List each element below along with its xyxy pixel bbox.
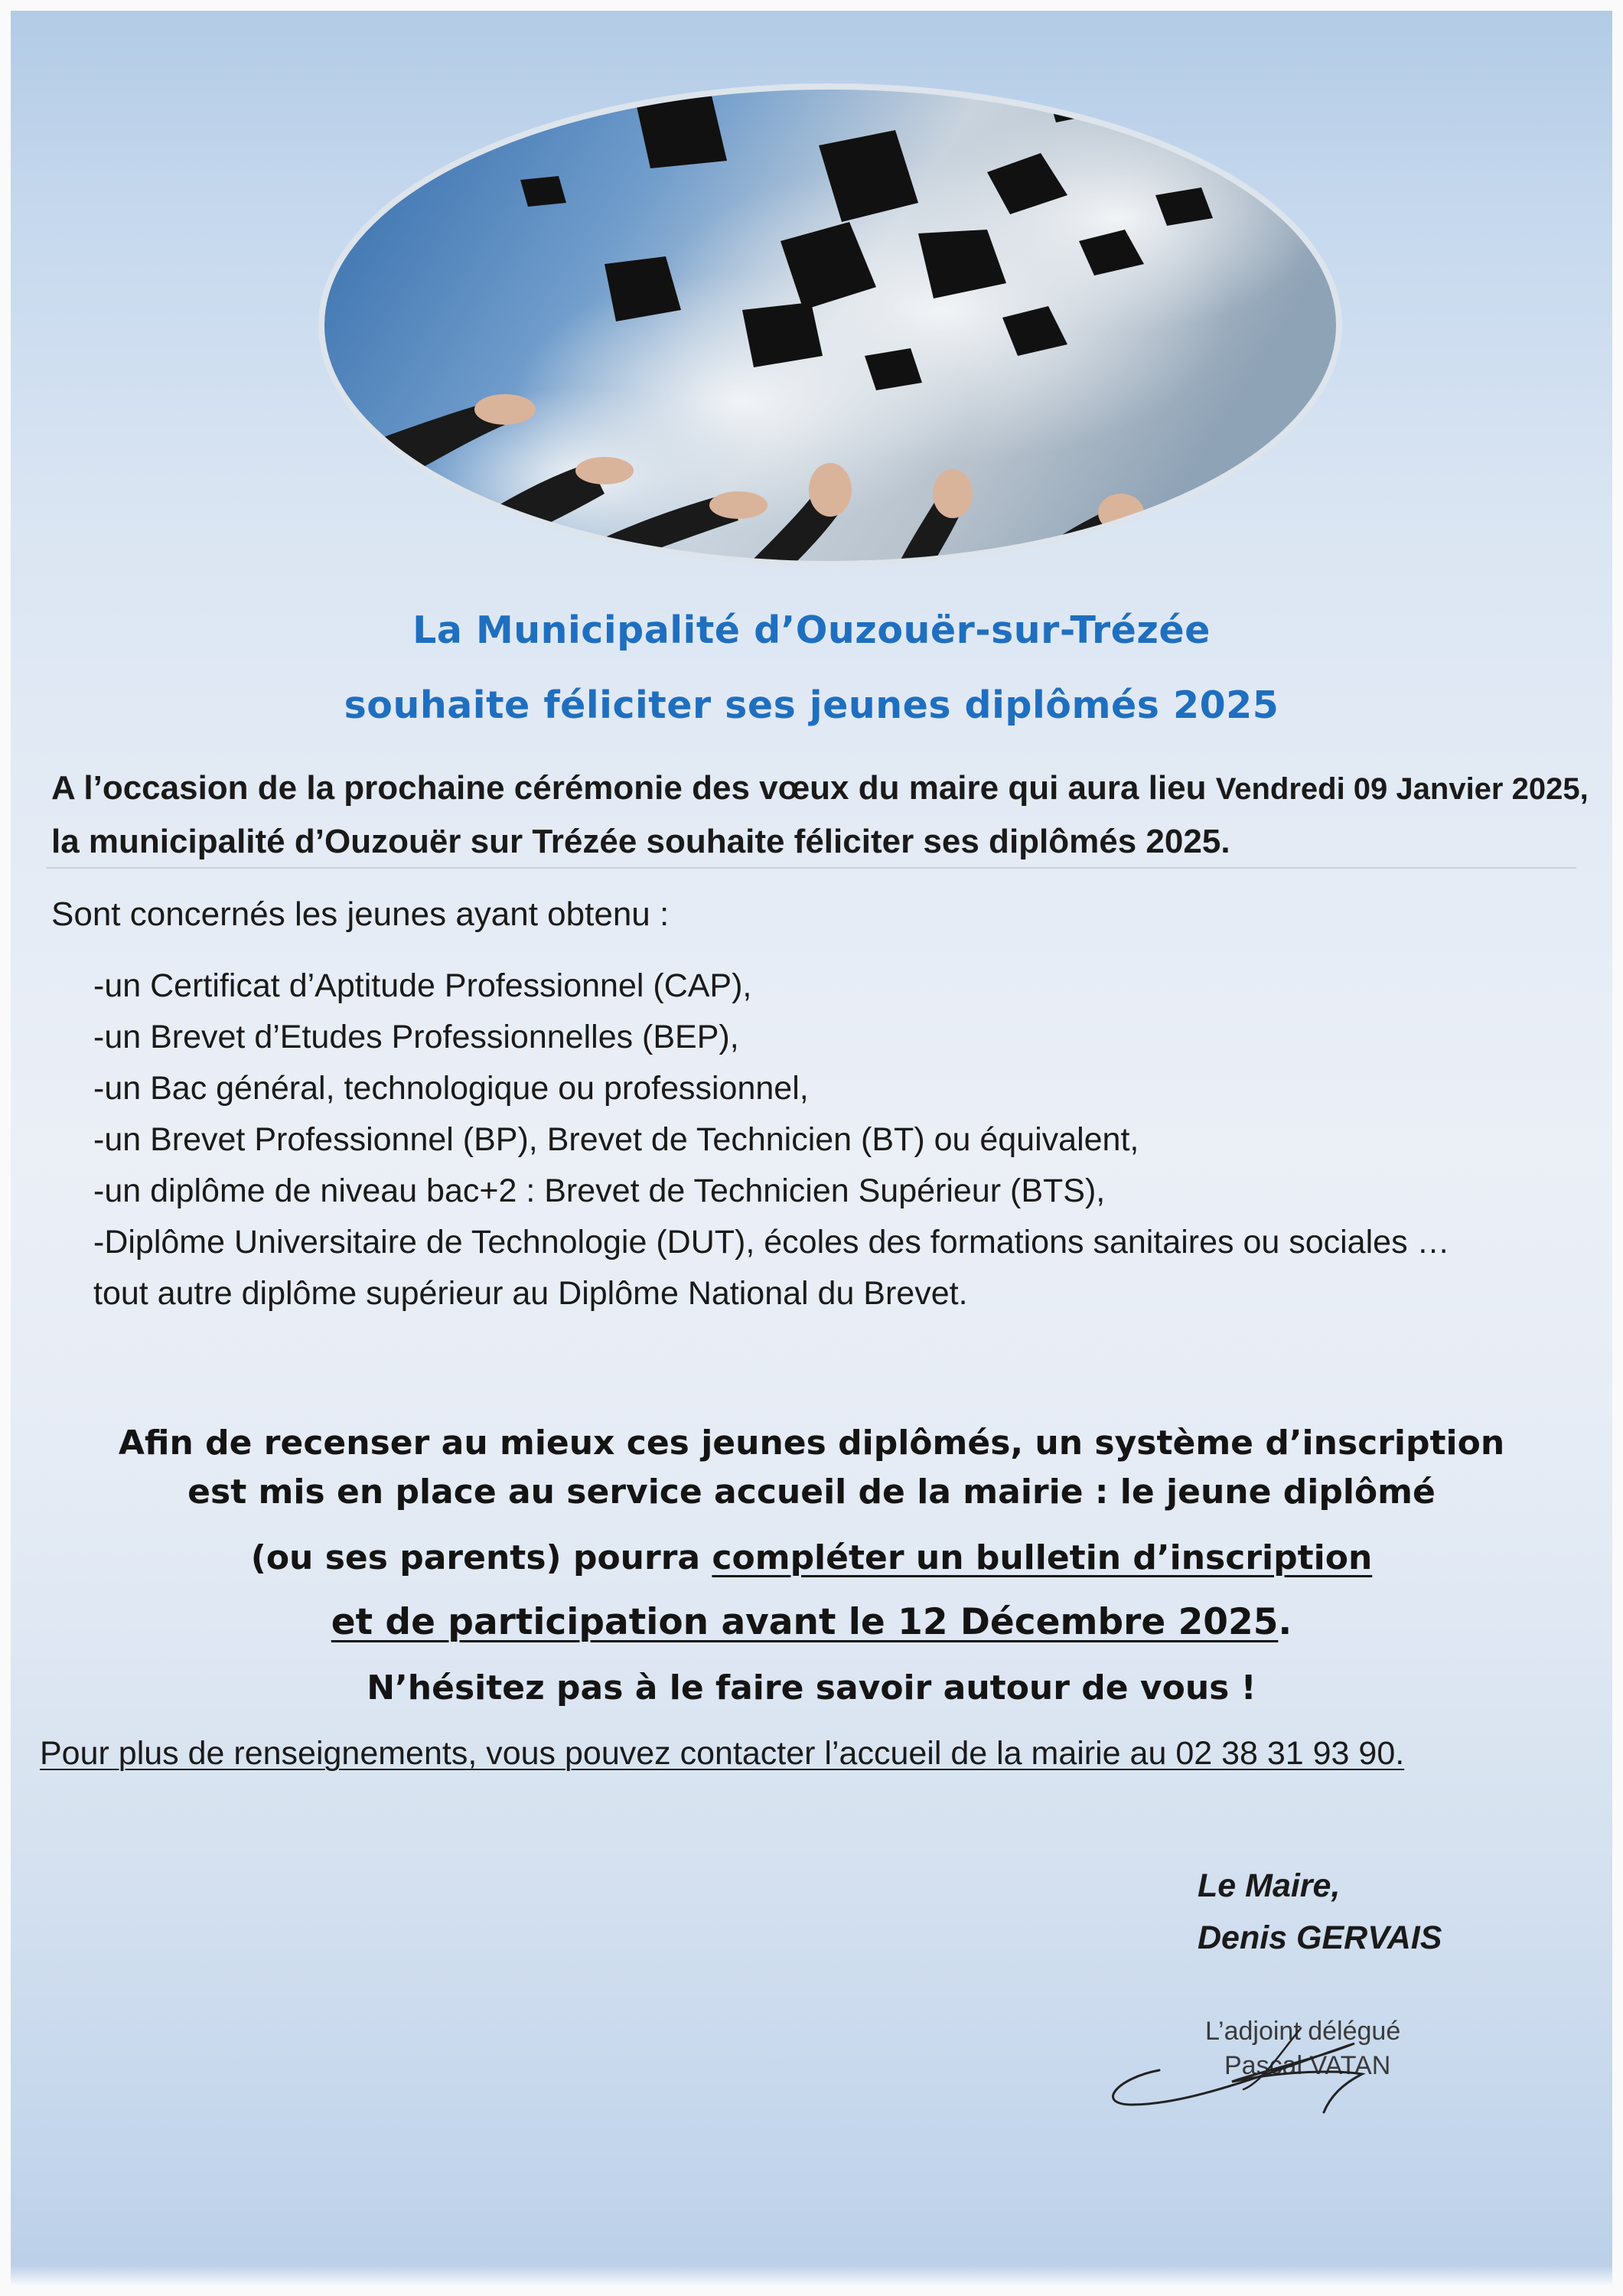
stamp-line-2: Pascal VATAN [1224, 2051, 1391, 2080]
list-item: -un Bac général, technologique ou professionnel, [93, 1070, 809, 1107]
registration-underlined: compléter un bulletin d’inscription [712, 1538, 1373, 1577]
intro-line-1 [51, 769, 1589, 807]
intro-main: A l’occasion de la prochaine cérémonie des vœux du maire qui aura lieu [51, 769, 1207, 807]
contact-line: Pour plus de renseignements, vous pouvez contacter l’accueil de la mairie au 02 38 31 93 90. [40, 1735, 1405, 1772]
title-line-1: La Municipalité d’Ouzouër-sur-Trézée [412, 608, 1211, 652]
registration-line-4 [0, 1601, 1623, 1643]
registration-line-1: Afin de recenser au mieux ces jeunes diplômés, un système d’inscription [118, 1424, 1505, 1463]
list-item: -un Brevet Professionnel (BP), Brevet de Technicien (BT) ou équivalent, [93, 1121, 1139, 1158]
registration-plain: (ou ses parents) pourra [250, 1538, 712, 1577]
list-item: tout autre diplôme supérieur au Diplôme National du Brevet. [93, 1275, 968, 1312]
handwritten-signature [1087, 1998, 1439, 2120]
intro-date: Vendredi 09 Janvier 2025, [1215, 772, 1589, 806]
graduation-photo [314, 80, 1347, 570]
list-item: -un Brevet d’Etudes Professionnelles (BEP), [93, 1019, 739, 1055]
stamp-line-1: L’adjoint délégué [1205, 2017, 1401, 2046]
intro-line-2: la municipalité d’Ouzouër sur Trézée souhaite féliciter ses diplômés 2025. [51, 823, 1230, 860]
registration-line-2: est mis en place au service accueil de la mairie : le jeune diplômé [187, 1473, 1436, 1512]
registration-line-3 [0, 1538, 1623, 1577]
signature-name: Denis GERVAIS [1198, 1919, 1442, 1956]
registration-period: . [1278, 1601, 1292, 1643]
signature-role: Le Maire, [1198, 1867, 1341, 1904]
concerned-lead: Sont concernés les jeunes ayant obtenu : [51, 895, 670, 933]
list-item: -Diplôme Universitaire de Technologie (DUT), écoles des formations sanitaires ou sociales … [93, 1224, 1450, 1261]
list-item: -un Certificat d’Aptitude Professionnel (CAP), [93, 967, 752, 1004]
scan-streak [46, 867, 1576, 869]
list-item: -un diplôme de niveau bac+2 : Brevet de Technicien Supérieur (BTS), [93, 1172, 1106, 1209]
registration-line-5: N’hésitez pas à le faire savoir autour de vous ! [367, 1668, 1256, 1707]
title-line-2: souhaite féliciter ses jeunes diplômés 2025 [344, 683, 1279, 727]
registration-deadline: et de participation avant le 12 Décembre 2025 [331, 1601, 1279, 1643]
